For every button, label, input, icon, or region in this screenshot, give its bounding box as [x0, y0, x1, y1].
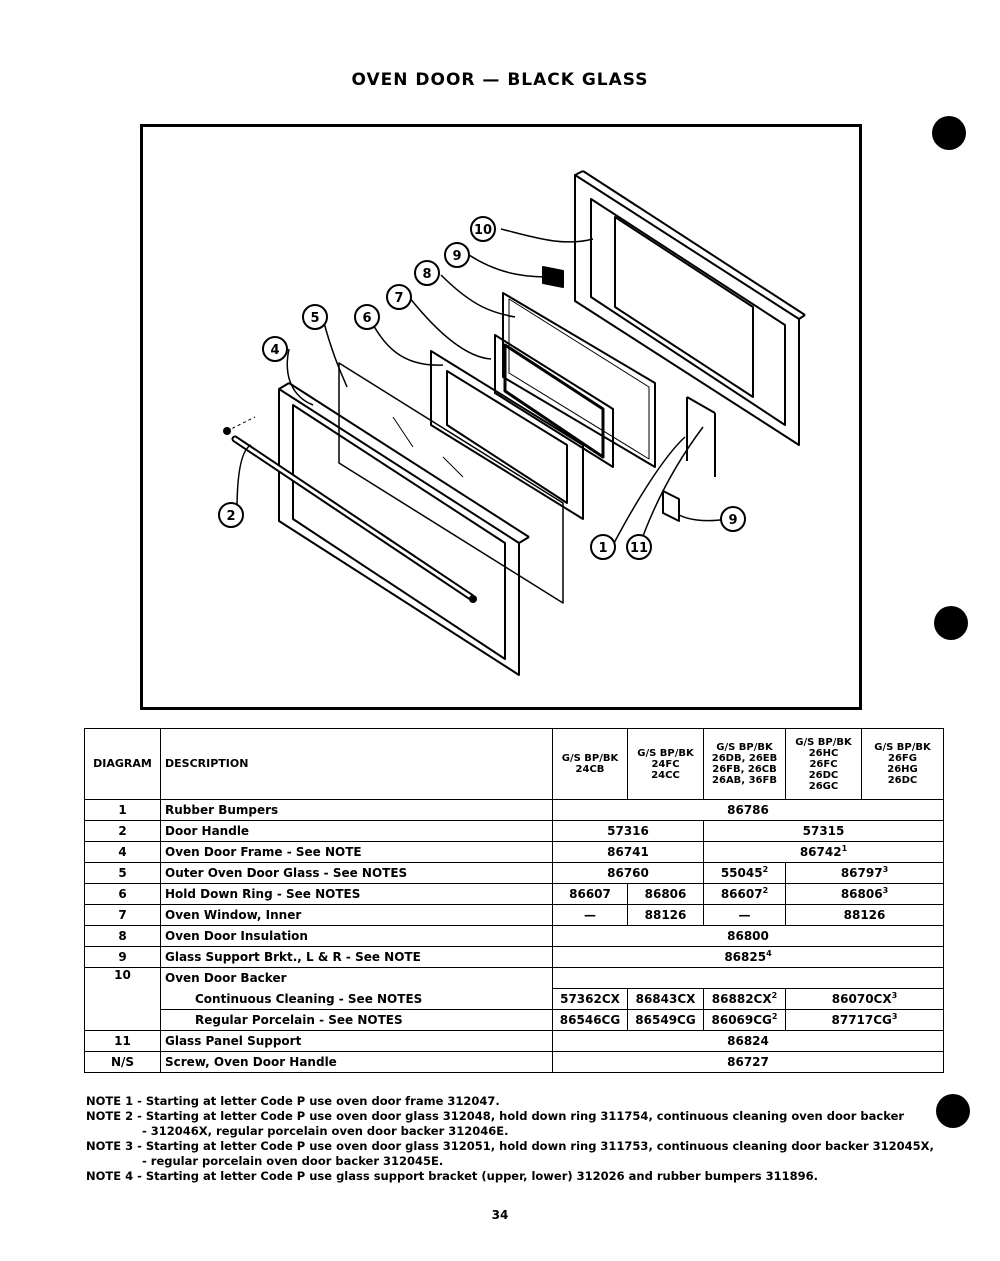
- row-description: Oven Door Insulation: [161, 926, 553, 947]
- row-part-number: 86806: [628, 884, 704, 905]
- row-diagram: 11: [85, 1031, 161, 1052]
- row-part-number: —: [704, 905, 786, 926]
- row-description: Screw, Oven Door Handle: [161, 1052, 553, 1073]
- row-description: Glass Panel Support: [161, 1031, 553, 1052]
- part-oven-door-frame: [279, 383, 529, 675]
- row-part-number: 86546CG: [553, 1010, 628, 1031]
- row-part-number: $86070CX^3$: [786, 989, 944, 1010]
- svg-text:9: 9: [728, 513, 738, 528]
- table-header-row: [85, 729, 944, 800]
- row-part-number: 86607$^2$: [704, 884, 786, 905]
- row-description: Glass Support Brkt., L & R - See NOTE: [161, 947, 553, 968]
- part-outer-oven-door-glass: [339, 363, 563, 603]
- row-part-number: 88126: [786, 905, 944, 926]
- svg-text:11: 11: [629, 541, 649, 556]
- svg-text:7: 7: [394, 291, 404, 306]
- svg-text:5: 5: [310, 311, 320, 326]
- row-description: Regular Porcelain - See NOTES: [161, 1010, 553, 1031]
- callout-leaders: [237, 229, 727, 547]
- row-diagram: 8: [85, 926, 161, 947]
- row-diagram: N/S: [85, 1052, 161, 1073]
- callout-9-bottom: [721, 507, 745, 531]
- table-row: [85, 1052, 944, 1073]
- callout-9-top: [445, 243, 469, 267]
- row-description: Oven Door Backer: [161, 968, 553, 989]
- callout-11: [627, 535, 651, 559]
- row-description: Door Handle: [161, 821, 553, 842]
- header-model-26hc: G/S BP/BK 26HC 26FC 26DC 26GC: [786, 729, 862, 800]
- note-1: NOTE 1 - Starting at letter Code P use oven door frame 312047.: [86, 1094, 500, 1108]
- header-diagram: DIAGRAM: [85, 729, 161, 800]
- table-row: [85, 1031, 944, 1052]
- row-part-number: 55045$^2$: [704, 863, 786, 884]
- row-part-number: 57362CX: [553, 989, 628, 1010]
- row-description: Outer Oven Door Glass - See NOTES: [161, 863, 553, 884]
- callout-5: [303, 305, 327, 329]
- binder-hole-middle: [934, 606, 968, 640]
- table-row: [85, 926, 944, 947]
- table-row: [85, 800, 944, 821]
- callout-10: [471, 217, 495, 241]
- row-part-number: 86843CX: [628, 989, 704, 1010]
- row-part-number: 86824: [553, 1031, 944, 1052]
- header-description: DESCRIPTION: [161, 729, 553, 800]
- row-description: Oven Door Frame - See NOTE: [161, 842, 553, 863]
- row-part-number: —: [553, 905, 628, 926]
- row-part-number: 57316: [553, 821, 704, 842]
- page-title: OVEN DOOR — BLACK GLASS: [351, 70, 649, 90]
- table-row: [85, 884, 944, 905]
- svg-text:10: 10: [473, 223, 493, 238]
- callout-1: [591, 535, 615, 559]
- row-part-number: 86800: [553, 926, 944, 947]
- header-model-26fg: G/S BP/BK 26FG 26HG 26DC: [862, 729, 944, 800]
- row-part-number: 86727: [553, 1052, 944, 1073]
- row-part-number: $87717CG^3$: [786, 1010, 944, 1031]
- row-description: Rubber Bumpers: [161, 800, 553, 821]
- page-number: 34: [491, 1208, 509, 1222]
- callout-2: [219, 503, 243, 527]
- row-part-number: 86549CG: [628, 1010, 704, 1031]
- row-diagram: 6: [85, 884, 161, 905]
- svg-text:8: 8: [422, 267, 432, 282]
- table-row: [85, 863, 944, 884]
- row-diagram: 5: [85, 863, 161, 884]
- row-diagram: 1: [85, 800, 161, 821]
- callout-6: [355, 305, 379, 329]
- row-part-number: 86741: [553, 842, 704, 863]
- row-description: Hold Down Ring - See NOTES: [161, 884, 553, 905]
- row-part-number: 57315: [704, 821, 944, 842]
- row-part-number: 86797$^3$: [786, 863, 944, 884]
- exploded-diagram: [140, 124, 862, 710]
- row-description: Oven Window, Inner: [161, 905, 553, 926]
- table-row: [85, 989, 944, 1010]
- table-row: [85, 947, 944, 968]
- table-row: [85, 821, 944, 842]
- table-row: [85, 842, 944, 863]
- row-part-number: 86786: [553, 800, 944, 821]
- row-diagram: 9: [85, 947, 161, 968]
- row-diagram: 10: [85, 968, 161, 1031]
- table-row: [85, 1010, 944, 1031]
- header-model-24cb: G/S BP/BK 24CB: [553, 729, 628, 800]
- part-door-handle: [235, 439, 471, 597]
- svg-text:1: 1: [598, 541, 608, 556]
- row-part-number: $86069CG^2$: [704, 1010, 786, 1031]
- row-part-number: 86607: [553, 884, 628, 905]
- row-part-number: 86760: [553, 863, 704, 884]
- note-4: NOTE 4 - Starting at letter Code P use glass support bracket (upper, lower) 312026 and rubber bumpers 311896.: [86, 1169, 818, 1183]
- row-diagram: 4: [85, 842, 161, 863]
- table-row: [85, 968, 944, 989]
- row-part-number: $86882CX^2$: [704, 989, 786, 1010]
- row-description: Continuous Cleaning - See NOTES: [161, 989, 553, 1010]
- notes-section: [86, 1094, 966, 1184]
- svg-text:9: 9: [452, 249, 462, 264]
- svg-text:6: 6: [362, 311, 372, 326]
- row-empty: [553, 968, 944, 989]
- svg-text:4: 4: [270, 343, 280, 358]
- row-diagram: 2: [85, 821, 161, 842]
- note-2: NOTE 2 - Starting at letter Code P use oven door glass 312048, hold down ring 311754, continuous cleaning oven door backer - 312046X, regular porcelain oven door backer 312046E.: [86, 1109, 905, 1138]
- part-glass-support-bracket: [543, 267, 715, 521]
- note-3: NOTE 3 - Starting at letter Code P use oven door glass 312051, hold down ring 311753, continuous cleaning door backer 312045X, - regular porcelain oven door backer 312045E.: [86, 1139, 934, 1168]
- callout-8: [415, 261, 439, 285]
- svg-text:2: 2: [226, 509, 236, 524]
- row-diagram: 7: [85, 905, 161, 926]
- header-model-26db: G/S BP/BK 26DB, 26EB 26FB, 26CB 26AB, 36FB: [704, 729, 786, 800]
- callout-4: [263, 337, 287, 361]
- row-part-number: 86806$^3$: [786, 884, 944, 905]
- row-part-number: 86825$^4$: [553, 947, 944, 968]
- header-model-24fc: G/S BP/BK 24FC 24CC: [628, 729, 704, 800]
- binder-hole-top: [932, 116, 966, 150]
- parts-table: [84, 728, 944, 1073]
- row-part-number: 88126: [628, 905, 704, 926]
- table-row: [85, 905, 944, 926]
- callout-7: [387, 285, 411, 309]
- row-part-number: 86742$^1$: [704, 842, 944, 863]
- part-oven-door-backer: [575, 171, 805, 445]
- oven-door-exploded-view: [143, 127, 859, 707]
